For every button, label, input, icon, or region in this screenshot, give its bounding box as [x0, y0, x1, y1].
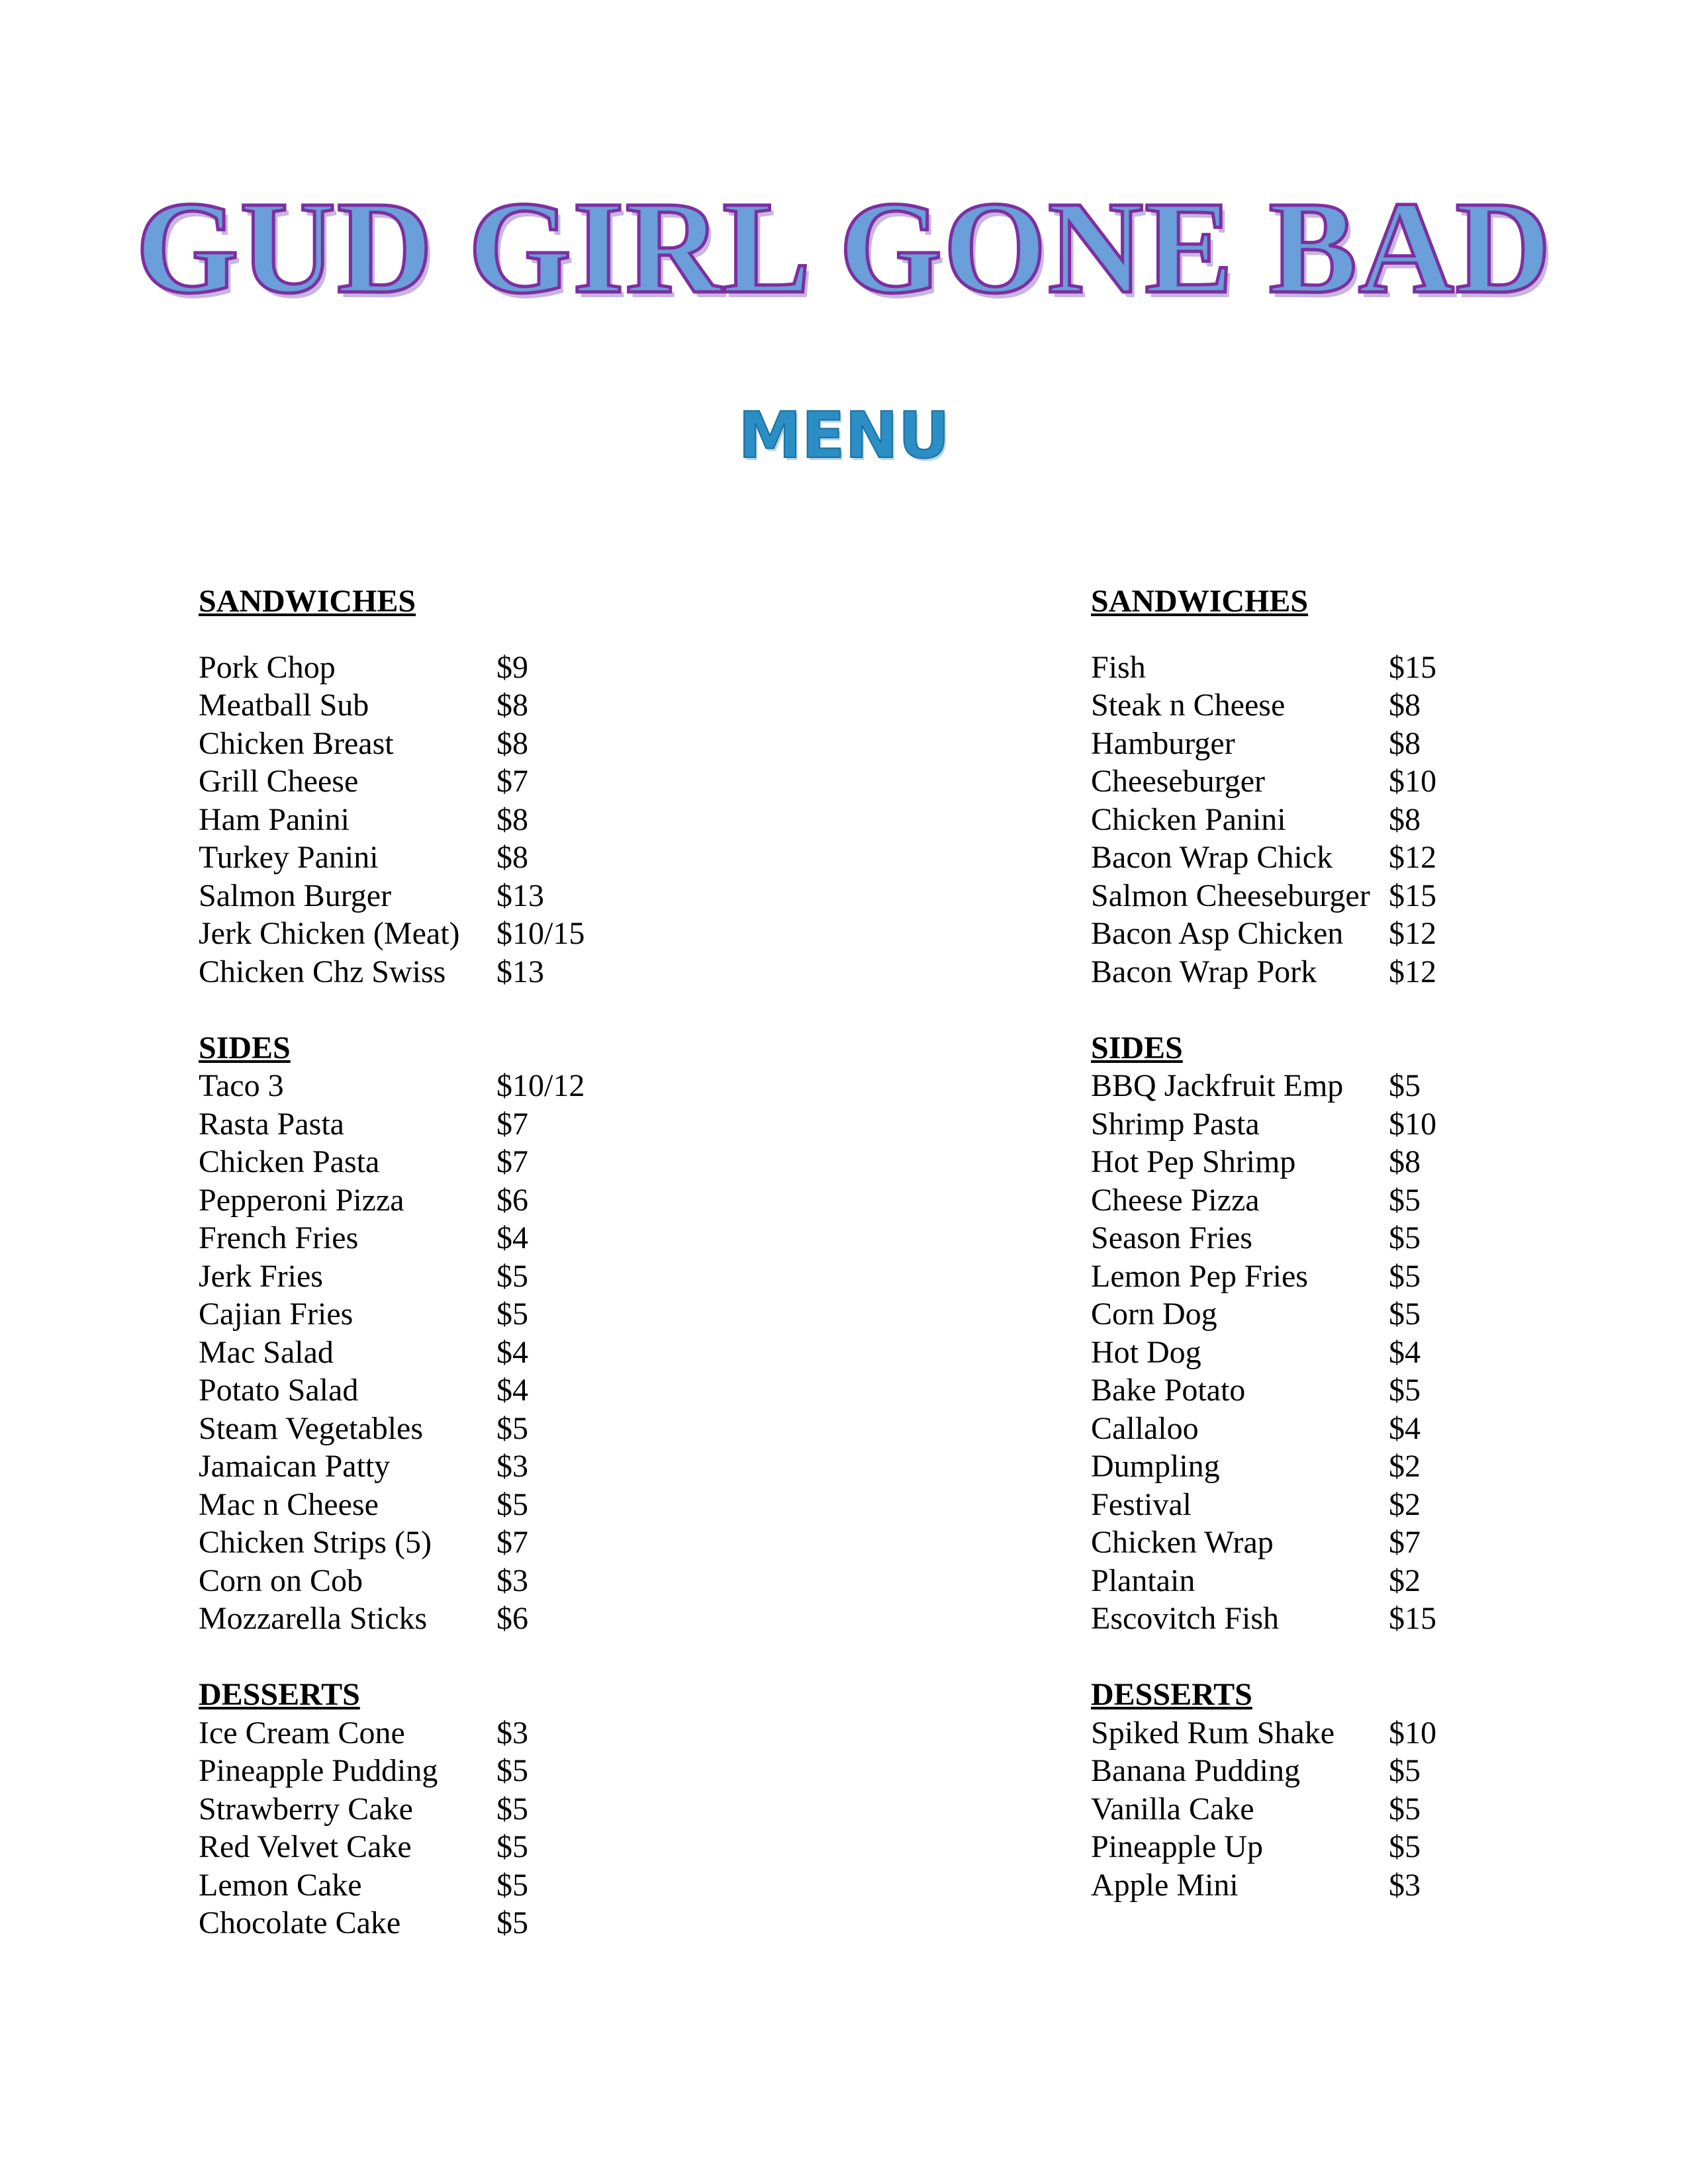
menu-item — [1091, 1600, 1688, 1638]
menu-item — [199, 1486, 927, 1524]
section-spacer — [199, 991, 927, 1029]
menu-item — [199, 953, 927, 991]
menu-item — [199, 1524, 927, 1562]
menu-item-name: Chicken Wrap — [1091, 1525, 1274, 1560]
menu-item — [199, 649, 927, 687]
section-spacer — [199, 1638, 927, 1676]
menu-item-name: Pineapple Up — [1091, 1829, 1263, 1864]
menu-item-price: $3 — [496, 1563, 528, 1598]
menu-item-name: Chicken Panini — [1091, 801, 1286, 837]
menu-item-price: $10 — [1389, 1106, 1436, 1142]
menu-item-name: Cheeseburger — [1091, 764, 1266, 799]
menu-item-name: Steak n Cheese — [1091, 688, 1286, 723]
menu-item-name: Jerk Chicken (Meat) — [199, 916, 460, 951]
menu-item — [199, 1257, 927, 1296]
section-heading: SIDES — [199, 1030, 291, 1066]
menu-item-name: Apple Mini — [1091, 1867, 1239, 1903]
menu-item — [1091, 953, 1688, 991]
menu-item-price: $8 — [496, 688, 528, 723]
menu-item — [1091, 839, 1688, 877]
menu-item — [199, 1105, 927, 1144]
menu-item-name: Ice Cream Cone — [199, 1715, 405, 1751]
menu-item — [199, 1714, 927, 1752]
menu-item-price: $8 — [1389, 725, 1421, 761]
menu-item-price: $5 — [496, 1905, 528, 1940]
menu-item — [1091, 1714, 1688, 1752]
menu-item-name: Jamaican Patty — [199, 1449, 391, 1484]
menu-item-name: Lemon Pep Fries — [1091, 1258, 1308, 1294]
menu-item-price: $5 — [496, 1791, 528, 1827]
menu-item-price: $5 — [496, 1297, 528, 1332]
menu-item-name: Lemon Cake — [199, 1867, 362, 1903]
menu-item — [1091, 1866, 1688, 1905]
menu-item-name: Turkey Panini — [199, 840, 379, 875]
menu-item-price: $4 — [496, 1220, 528, 1255]
menu-column-left — [199, 582, 927, 1942]
menu-item-price: $12 — [1389, 954, 1436, 989]
menu-item-name: Hot Pep Shrimp — [1091, 1144, 1296, 1179]
menu-item — [1091, 686, 1688, 725]
menu-item-price: $8 — [1389, 688, 1421, 723]
menu-item — [199, 801, 927, 839]
menu-item-name: Jerk Fries — [199, 1258, 323, 1294]
menu-item — [1091, 1105, 1688, 1144]
menu-item — [1091, 877, 1688, 915]
menu-item — [199, 725, 927, 763]
menu-item — [199, 1828, 927, 1866]
menu-item-price: $8 — [1389, 1144, 1421, 1179]
section-heading: DESSERTS — [1091, 1677, 1252, 1712]
menu-item-name: French Fries — [199, 1220, 359, 1255]
menu-item — [1091, 725, 1688, 763]
menu-item-name: Salmon Burger — [199, 878, 392, 913]
menu-item — [199, 1371, 927, 1410]
menu-item-price: $13 — [496, 954, 544, 989]
menu-item-name: Vanilla Cake — [1091, 1791, 1254, 1827]
menu-section-sandwiches — [1091, 582, 1688, 991]
menu-item-name: Hamburger — [1091, 725, 1235, 761]
menu-item-name: Bacon Asp Chicken — [1091, 916, 1344, 951]
menu-item — [1091, 1447, 1688, 1486]
menu-item-name: Strawberry Cake — [199, 1791, 413, 1827]
menu-item-price: $7 — [496, 1106, 528, 1142]
menu-item-name: Meatball Sub — [199, 688, 369, 723]
menu-item — [199, 1562, 927, 1600]
menu-item-price: $5 — [496, 1486, 528, 1522]
menu-item-price: $15 — [1389, 649, 1436, 685]
section-heading: SIDES — [1091, 1030, 1183, 1066]
menu-item — [1091, 1295, 1688, 1334]
menu-item-name: Chicken Chz Swiss — [199, 954, 446, 989]
menu-item-price: $5 — [496, 1258, 528, 1294]
menu-item-price: $6 — [496, 1182, 528, 1218]
section-heading: DESSERTS — [199, 1677, 360, 1712]
menu-item-price: $5 — [496, 1829, 528, 1864]
menu-item — [1091, 1828, 1688, 1866]
menu-item-price: $2 — [1389, 1563, 1421, 1598]
menu-item-name: Steam Vegetables — [199, 1410, 424, 1446]
menu-item-price: $5 — [1389, 1753, 1421, 1788]
menu-item-name: Season Fries — [1091, 1220, 1252, 1255]
menu-item-price: $5 — [496, 1753, 528, 1788]
menu-item — [1091, 1334, 1688, 1372]
menu-item — [1091, 1371, 1688, 1410]
menu-item-price: $4 — [1389, 1410, 1421, 1446]
menu-item-price: $7 — [496, 1144, 528, 1179]
menu-item-price: $10 — [1389, 764, 1436, 799]
menu-item — [199, 1410, 927, 1448]
menu-item-name: Dumpling — [1091, 1449, 1220, 1484]
menu-item-price: $5 — [496, 1410, 528, 1446]
menu-item-price: $4 — [1389, 1334, 1421, 1370]
menu-item — [1091, 1486, 1688, 1524]
menu-item-price: $10/15 — [496, 916, 585, 951]
menu-item-price: $8 — [496, 840, 528, 875]
spacer — [1091, 621, 1688, 649]
menu-item — [199, 877, 927, 915]
restaurant-title: GUD GIRL GONE BAD — [136, 175, 1552, 321]
menu-item-name: Spiked Rum Shake — [1091, 1715, 1335, 1751]
menu-item-price: $2 — [1389, 1486, 1421, 1522]
menu-item-name: Pork Chop — [199, 649, 336, 685]
menu-item — [1091, 1752, 1688, 1790]
menu-item-name: Chicken Strips (5) — [199, 1525, 432, 1560]
menu-item-name: Pepperoni Pizza — [199, 1182, 404, 1218]
menu-section-desserts — [1091, 1676, 1688, 1904]
menu-item — [199, 915, 927, 953]
menu-item-name: Salmon Cheeseburger — [1091, 878, 1370, 913]
menu-item-name: Chicken Breast — [199, 725, 394, 761]
menu-item — [199, 839, 927, 877]
menu-item-price: $10/12 — [496, 1068, 585, 1103]
menu-section-desserts — [199, 1676, 927, 1942]
menu-item — [1091, 1219, 1688, 1257]
menu-section-sides — [199, 1029, 927, 1638]
menu-item-price: $5 — [496, 1867, 528, 1903]
menu-item — [1091, 1181, 1688, 1220]
menu-item-name: Corn Dog — [1091, 1297, 1217, 1332]
menu-item-price: $5 — [1389, 1068, 1421, 1103]
menu-item-price: $12 — [1389, 916, 1436, 951]
menu-item — [1091, 1790, 1688, 1829]
menu-item — [1091, 1524, 1688, 1562]
menu-item-price: $3 — [496, 1449, 528, 1484]
menu-item-name: Chocolate Cake — [199, 1905, 401, 1940]
menu-item — [199, 1219, 927, 1257]
menu-item-name: Shrimp Pasta — [1091, 1106, 1260, 1142]
menu-item-name: Taco 3 — [199, 1068, 284, 1103]
menu-item-price: $5 — [1389, 1258, 1421, 1294]
menu-item-price: $6 — [496, 1601, 528, 1636]
menu-item — [199, 1904, 927, 1942]
menu-item-name: Banana Pudding — [1091, 1753, 1300, 1788]
menu-item-price: $5 — [1389, 1182, 1421, 1218]
menu-item — [1091, 649, 1688, 687]
menu-item-price: $5 — [1389, 1829, 1421, 1864]
menu-item-name: Corn on Cob — [199, 1563, 363, 1598]
menu-item — [199, 686, 927, 725]
menu-item — [199, 1752, 927, 1790]
menu-item-price: $8 — [1389, 801, 1421, 837]
menu-item-price: $8 — [496, 801, 528, 837]
section-spacer — [1091, 991, 1688, 1029]
menu-item — [199, 1295, 927, 1334]
menu-item-price: $4 — [496, 1373, 528, 1408]
menu-section-sides — [1091, 1029, 1688, 1638]
menu-item-price: $10 — [1389, 1715, 1436, 1751]
menu-item — [199, 1600, 927, 1638]
menu-item — [1091, 1257, 1688, 1296]
menu-item-name: Chicken Pasta — [199, 1144, 380, 1179]
menu-item-name: Bacon Wrap Pork — [1091, 954, 1317, 989]
menu-item-name: Bacon Wrap Chick — [1091, 840, 1333, 875]
menu-item-name: Festival — [1091, 1486, 1192, 1522]
menu-item-price: $8 — [496, 725, 528, 761]
menu-item-name: Pineapple Pudding — [199, 1753, 438, 1788]
menu-heading: MENU — [738, 398, 950, 473]
menu-item — [199, 1067, 927, 1105]
menu-item — [199, 1790, 927, 1829]
menu-item-name: Bake Potato — [1091, 1373, 1246, 1408]
menu-item-price: $3 — [1389, 1867, 1421, 1903]
menu-item — [199, 1447, 927, 1486]
spacer — [199, 621, 927, 649]
menu-item-price: $5 — [1389, 1791, 1421, 1827]
menu-item-name: Rasta Pasta — [199, 1106, 344, 1142]
menu-item-price: $2 — [1389, 1449, 1421, 1484]
menu-item-price: $5 — [1389, 1373, 1421, 1408]
menu-item-name: Potato Salad — [199, 1373, 359, 1408]
menu-item-price: $15 — [1389, 1601, 1436, 1636]
menu-item — [1091, 1410, 1688, 1448]
menu-item — [1091, 762, 1688, 801]
menu-item-price: $12 — [1389, 840, 1436, 875]
menu-item — [1091, 1143, 1688, 1181]
menu-item-price: $5 — [1389, 1297, 1421, 1332]
menu-item-name: Red Velvet Cake — [199, 1829, 412, 1864]
menu-item — [199, 1334, 927, 1372]
menu-item-price: $7 — [496, 1525, 528, 1560]
menu-item — [1091, 1067, 1688, 1105]
menu-item-name: Hot Dog — [1091, 1334, 1201, 1370]
menu-item — [1091, 801, 1688, 839]
menu-item-name: Callaloo — [1091, 1410, 1199, 1446]
menu-item-price: $13 — [496, 878, 544, 913]
section-heading: SANDWICHES — [1091, 584, 1309, 619]
menu-item-name: BBQ Jackfruit Emp — [1091, 1068, 1344, 1103]
menu-item-name: Mac n Cheese — [199, 1486, 379, 1522]
menu-item — [199, 1866, 927, 1905]
menu-item-name: Mac Salad — [199, 1334, 334, 1370]
menu-item — [1091, 1562, 1688, 1600]
menu-item-price: $7 — [496, 764, 528, 799]
menu-item-name: Escovitch Fish — [1091, 1601, 1279, 1636]
menu-item-price: $3 — [496, 1715, 528, 1751]
menu-item-name: Cajian Fries — [199, 1297, 353, 1332]
menu-item — [199, 1143, 927, 1181]
menu-item-price: $7 — [1389, 1525, 1421, 1560]
menu-item — [199, 762, 927, 801]
section-spacer — [1091, 1638, 1688, 1676]
menu-item-name: Cheese Pizza — [1091, 1182, 1260, 1218]
menu-item-name: Plantain — [1091, 1563, 1196, 1598]
menu-item-price: $5 — [1389, 1220, 1421, 1255]
menu-item-price: $9 — [496, 649, 528, 685]
menu-item-price: $4 — [496, 1334, 528, 1370]
menu-item-name: Grill Cheese — [199, 764, 359, 799]
menu-item-name: Fish — [1091, 649, 1146, 685]
menu-item — [1091, 915, 1688, 953]
menu-section-sandwiches — [199, 582, 927, 991]
section-heading: SANDWICHES — [199, 584, 416, 619]
menu-item-name: Ham Panini — [199, 801, 350, 837]
menu-item — [199, 1181, 927, 1220]
menu-column-right — [1091, 582, 1688, 1904]
menu-item-price: $15 — [1389, 878, 1436, 913]
menu-item-name: Mozzarella Sticks — [199, 1601, 428, 1636]
